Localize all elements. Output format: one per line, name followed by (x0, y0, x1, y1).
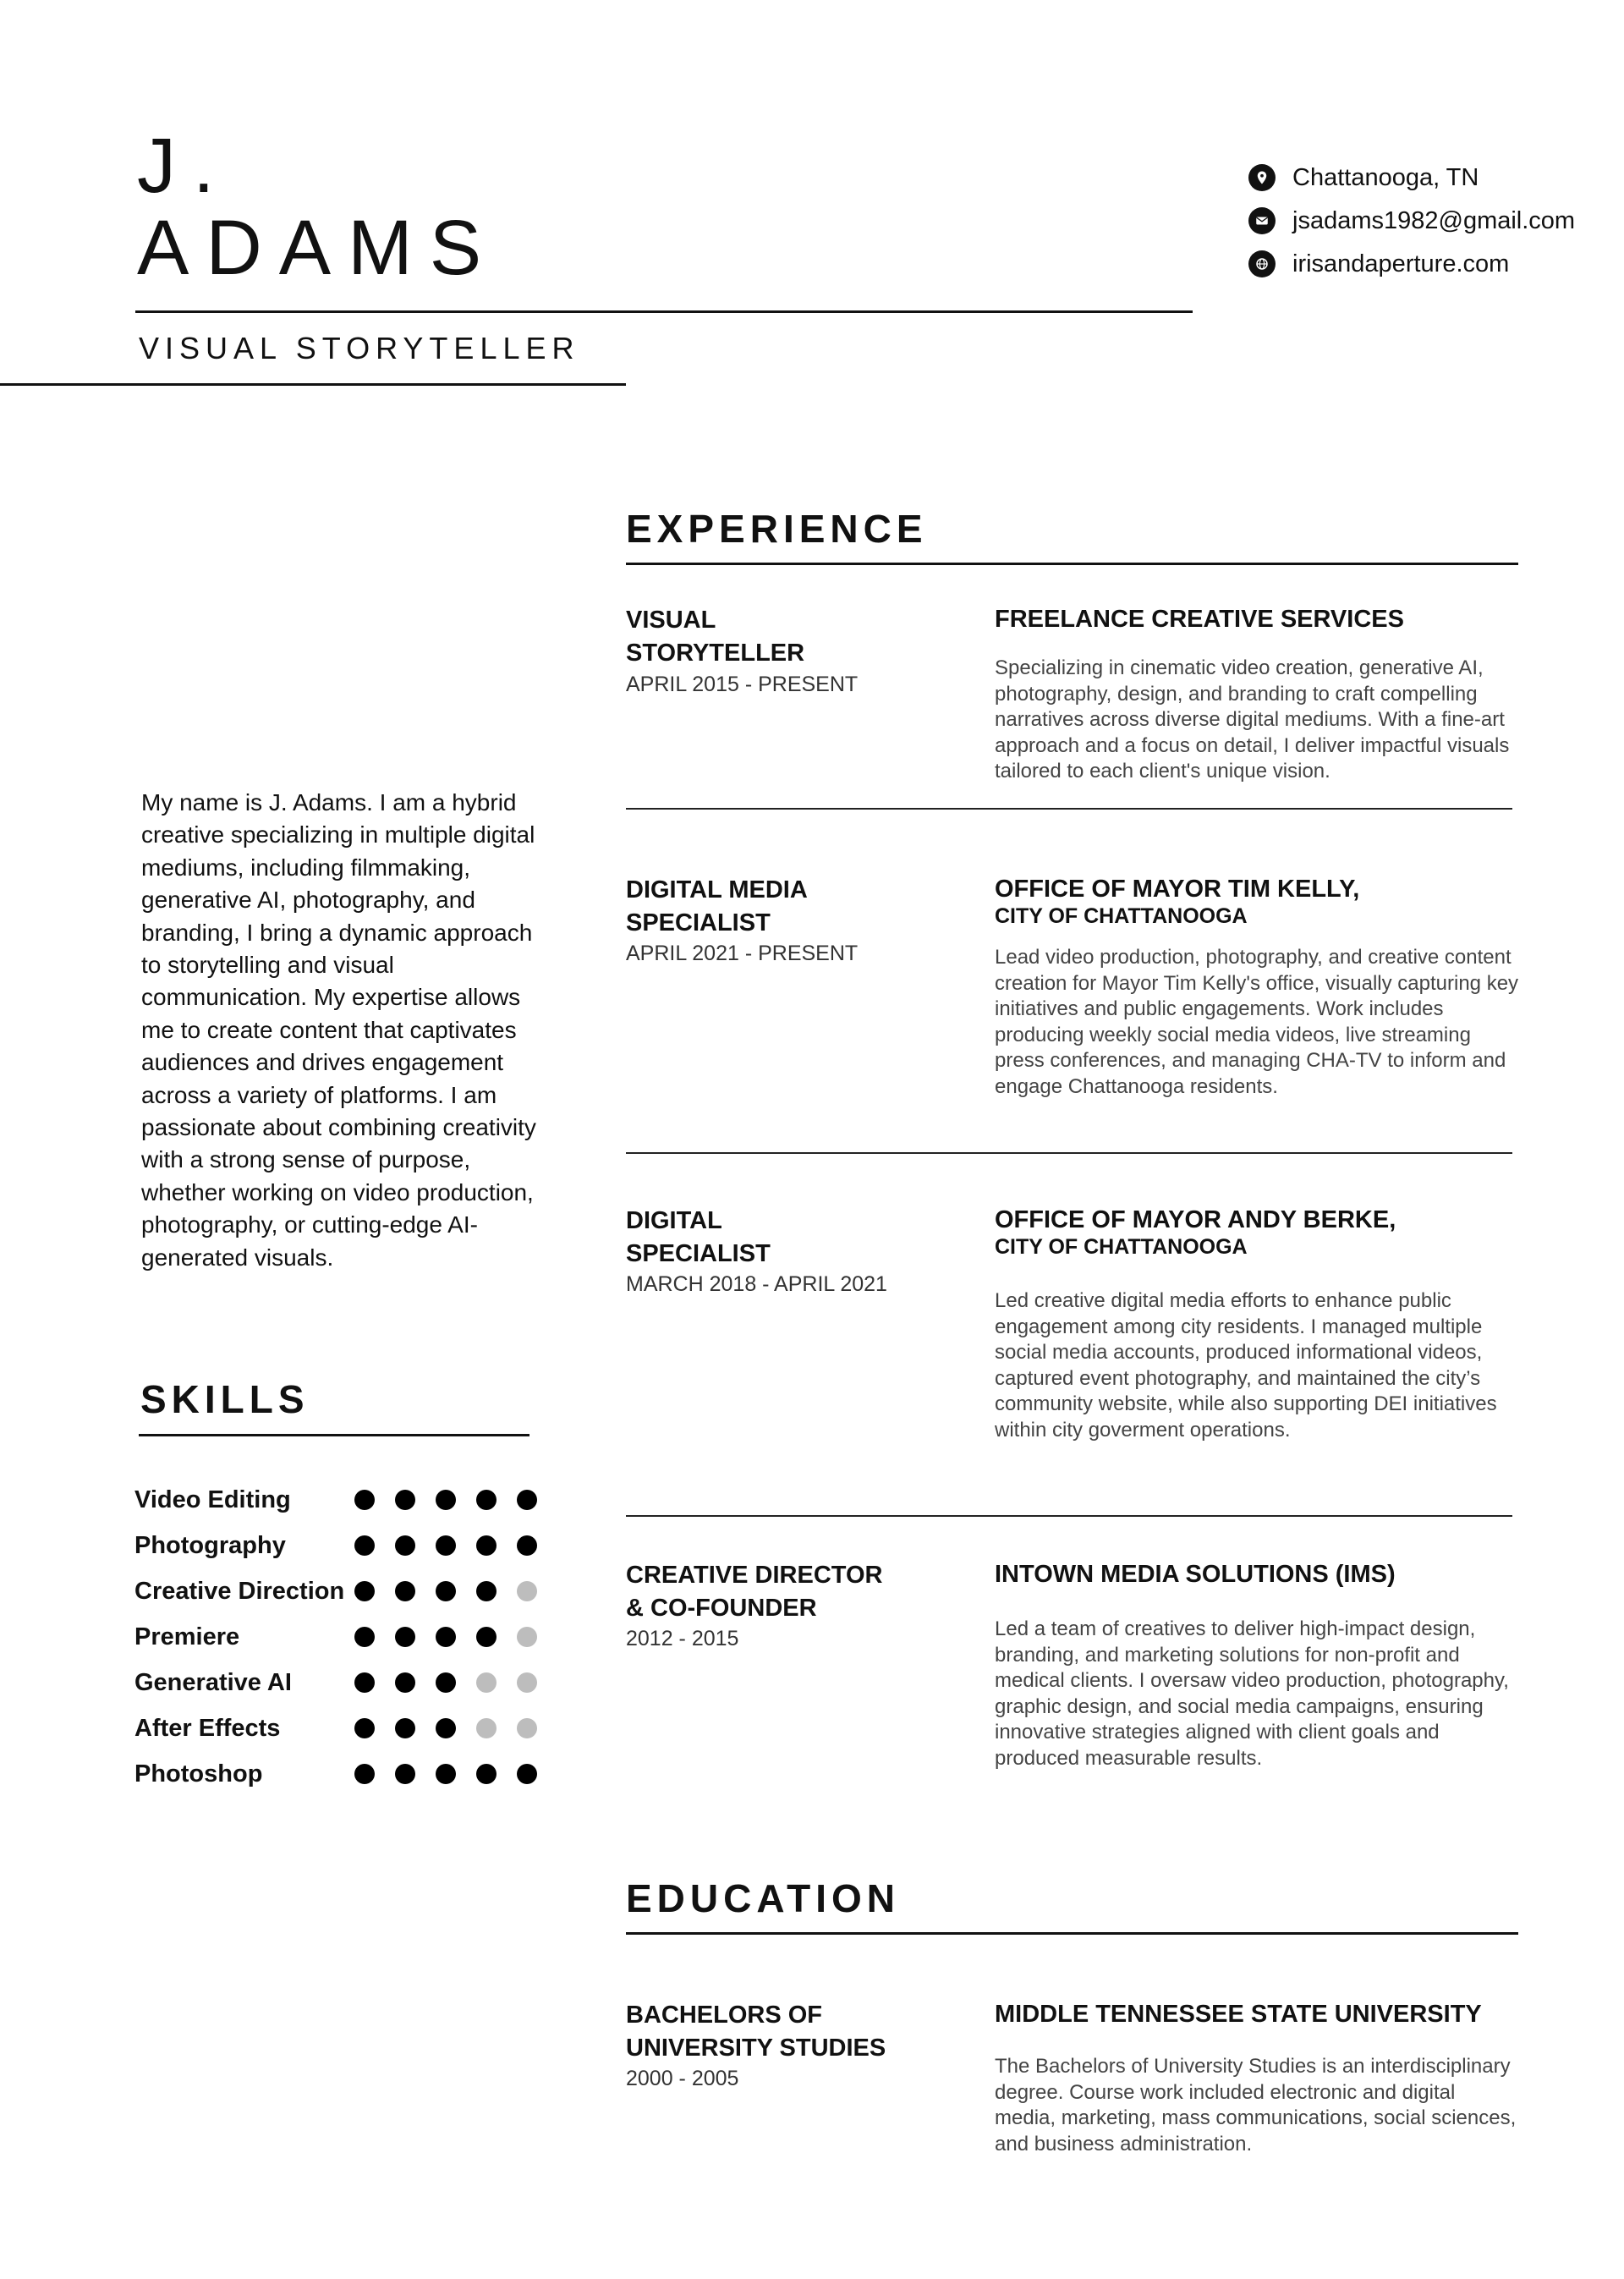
skills-title: SKILLS (140, 1377, 310, 1421)
contact-email-text[interactable]: jsadams1982@gmail.com (1292, 206, 1576, 234)
rating-dot-empty (476, 1718, 497, 1738)
job-1-title (626, 604, 905, 670)
contact-location (1248, 161, 1479, 195)
skill-row (134, 1529, 557, 1562)
job-3-title (626, 1205, 905, 1271)
education-description: The Bachelors of University Studies is an interdisciplinary degree. Course work included electronic and digital media, marketing, mass communications, social sciences, and business administration. (995, 2055, 1517, 2155)
rating-dot-filled (354, 1718, 375, 1738)
rating-dot-filled (517, 1490, 537, 1510)
rating-dot-filled (476, 1764, 497, 1784)
rating-dot-filled (436, 1764, 456, 1784)
skills-divider (139, 1434, 529, 1436)
rating-dot-filled (436, 1490, 456, 1510)
skill-rating (354, 1581, 557, 1601)
job-4-dates: 2012 - 2015 (626, 1627, 739, 1650)
rating-dot-filled (354, 1535, 375, 1556)
skill-rating (354, 1718, 557, 1738)
job-2-description: Lead video production, photography, and creative content creation for Mayor Tim Kelly's office, visually capturing key initiatives and public engagements. Work includes producing weekly social media videos, live streaming press conferences, and managing CHA-TV to inform and engage Chattanooga residents. (995, 946, 1519, 1098)
contact-email[interactable] (1248, 204, 1575, 238)
name-last: ADAMS (137, 205, 499, 291)
job-divider (626, 1152, 1512, 1154)
rating-dot-filled (436, 1581, 456, 1601)
job-1-title-line2: STORYTELLER (626, 640, 805, 667)
subtitle-divider (0, 383, 626, 386)
job-2-title (626, 874, 905, 940)
skill-rating (354, 1672, 557, 1693)
job-1-title-line1: VISUAL (626, 607, 716, 634)
skill-name: Premiere (134, 1623, 240, 1650)
job-3-dates: MARCH 2018 - APRIL 2021 (626, 1272, 887, 1296)
skill-name: After Effects (134, 1714, 281, 1742)
skill-rating (354, 1490, 557, 1510)
about-paragraph: My name is J. Adams. I am a hybrid creative specializing in multiple digital mediums, including filmmaking, generative AI, photography, and branding, I bring a dynamic approach to storytelling and visual communication. My expertise allows me to create content that captivates audiences and drives engagement across a variety of platforms. I am passionate about combining creativity with a strong sense of purpose, whether working on video production, photography, or cutting-edge AI-generated visuals. (141, 789, 536, 1271)
rating-dot-filled (354, 1627, 375, 1647)
skill-row (134, 1666, 557, 1700)
job-3-title-line2: SPECIALIST (626, 1240, 771, 1267)
location-pin-icon (1248, 164, 1276, 191)
education-title: EDUCATION (626, 1876, 901, 1920)
skill-name: Photography (134, 1531, 286, 1559)
degree-line2: UNIVERSITY STUDIES (626, 2035, 886, 2062)
skill-name: Generative AI (134, 1668, 292, 1696)
rating-dot-filled (395, 1672, 415, 1693)
rating-dot-filled (354, 1764, 375, 1784)
rating-dot-empty (476, 1672, 497, 1693)
rating-dot-filled (395, 1764, 415, 1784)
rating-dot-empty (517, 1672, 537, 1693)
rating-dot-filled (476, 1490, 497, 1510)
rating-dot-filled (354, 1581, 375, 1601)
contact-website[interactable] (1248, 247, 1509, 281)
job-3-title-line1: DIGITAL (626, 1207, 722, 1234)
job-2-title-line2: SPECIALIST (626, 909, 771, 936)
rating-dot-filled (476, 1535, 497, 1556)
job-2-org: OFFICE OF MAYOR TIM KELLY, (995, 876, 1360, 903)
job-1-org: FREELANCE CREATIVE SERVICES (995, 606, 1404, 633)
job-divider (626, 1515, 1512, 1517)
degree-title (626, 1999, 905, 2065)
rating-dot-filled (436, 1627, 456, 1647)
rating-dot-filled (395, 1627, 415, 1647)
skill-name: Photoshop (134, 1760, 263, 1788)
school-name: MIDDLE TENNESSEE STATE UNIVERSITY (995, 2001, 1482, 2028)
experience-title: EXPERIENCE (626, 507, 928, 551)
skill-row (134, 1483, 557, 1517)
job-2-org-sub: CITY OF CHATTANOOGA (995, 904, 1248, 928)
skill-name: Video Editing (134, 1485, 291, 1513)
rating-dot-filled (436, 1672, 456, 1693)
rating-dot-filled (395, 1581, 415, 1601)
rating-dot-filled (354, 1490, 375, 1510)
rating-dot-filled (436, 1718, 456, 1738)
skill-rating (354, 1764, 557, 1784)
rating-dot-empty (517, 1627, 537, 1647)
contact-website-text[interactable]: irisandaperture.com (1292, 250, 1510, 277)
rating-dot-filled (517, 1764, 537, 1784)
experience-divider (626, 563, 1518, 565)
skill-rating (354, 1627, 557, 1647)
rating-dot-filled (395, 1490, 415, 1510)
skill-row (134, 1620, 557, 1654)
rating-dot-filled (476, 1627, 497, 1647)
job-3-org-sub: CITY OF CHATTANOOGA (995, 1235, 1248, 1259)
contact-location-text: Chattanooga, TN (1292, 163, 1479, 191)
rating-dot-filled (395, 1535, 415, 1556)
globe-icon (1248, 250, 1276, 277)
rating-dot-empty (517, 1718, 537, 1738)
job-subtitle: VISUAL STORYTELLER (139, 331, 580, 365)
job-4-title (626, 1559, 905, 1625)
header-divider (135, 310, 1193, 313)
job-4-description: Led a team of creatives to deliver high-impact design, branding, and marketing solutions for non-profit and medical clients. I oversaw video production, photography, graphic design, and social media campaigns, ensuring innovative strategies aligned with client goals and produced measurable results. (995, 1617, 1509, 1770)
email-icon (1248, 207, 1276, 234)
job-2-dates: APRIL 2021 - PRESENT (626, 942, 859, 965)
rating-dot-filled (517, 1535, 537, 1556)
skill-row (134, 1757, 557, 1791)
job-3-org: OFFICE OF MAYOR ANDY BERKE, (995, 1206, 1396, 1233)
rating-dot-filled (354, 1672, 375, 1693)
education-divider (626, 1932, 1518, 1935)
rating-dot-filled (476, 1581, 497, 1601)
job-2-title-line1: DIGITAL MEDIA (626, 876, 808, 903)
job-divider (626, 808, 1512, 810)
education-dates: 2000 - 2005 (626, 2067, 739, 2090)
job-3-description: Led creative digital media efforts to enhance public engagement among city residents. I managed multiple social media accounts, produced informational videos, captured event photography, and maintained the city’s community website, while also supporting DEI initiatives within city goverment operations. (995, 1289, 1497, 1442)
rating-dot-empty (517, 1581, 537, 1601)
job-1-description: Specializing in cinematic video creation, generative AI, photography, design, and branding to craft compelling narratives across diverse digital mediums. With a fine-art approach and a focus on detail, I deliver impactful visuals tailored to each client's unique vision. (995, 656, 1510, 783)
skill-rating (354, 1535, 557, 1556)
skill-row (134, 1711, 557, 1745)
rating-dot-filled (436, 1535, 456, 1556)
job-4-org: INTOWN MEDIA SOLUTIONS (IMS) (995, 1561, 1396, 1588)
job-1-dates: APRIL 2015 - PRESENT (626, 673, 859, 696)
job-4-title-line1: CREATIVE DIRECTOR (626, 1562, 883, 1589)
skill-row (134, 1574, 557, 1608)
job-4-title-line2: & CO-FOUNDER (626, 1595, 817, 1622)
skill-name: Creative Direction (134, 1577, 345, 1605)
rating-dot-filled (395, 1718, 415, 1738)
name-first: J. (137, 123, 232, 209)
degree-line1: BACHELORS OF (626, 2002, 822, 2029)
